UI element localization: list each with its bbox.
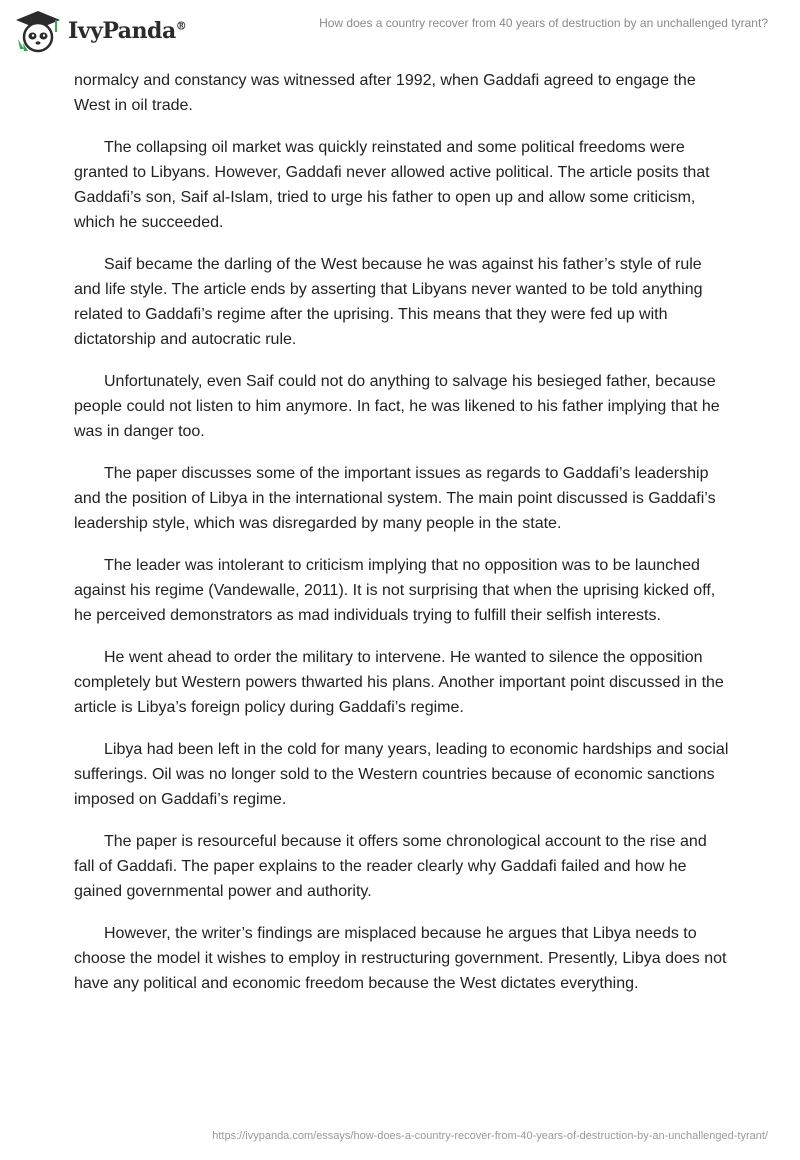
paragraph: The leader was intolerant to criticism implying that no opposition was to be launched against his regime (Vandewalle, 2011). It is not surprising that when the uprising kicked off, he perceived demonstrators as mad individuals trying to fulfill their selfish interests. (74, 557, 716, 624)
paragraph: Saif became the darling of the West because he was against his father’s style of rule and life style. The article ends by asserting that Libyans never wanted to be told anything related to Gaddafi’s regime after the uprising. This means that they were fed up with dictatorship and autocratic rule. (74, 256, 703, 348)
panda-graduation-cap-icon (14, 9, 62, 53)
paragraph: Unfortunately, even Saif could not do anything to salvage his besieged father, because people could not listen to him anymore. In fact, he was likened to his father implying that he was in danger too. (74, 373, 720, 440)
paragraph: He went ahead to order the military to intervene. He wanted to silence the opposition completely but Western powers thwarted his plans. Another important point discussed in the article is Libya’s foreign policy during Gaddafi’s regime. (74, 649, 724, 716)
paragraph: The paper discusses some of the important issues as regards to Gaddafi’s leadership and the position of Libya in the international system. The main point discussed is Gaddafi’s leadership style, which was disregarded by many people in the state. (74, 465, 716, 532)
page-title: How does a country recover from 40 years of destruction by an unchallenged tyrant? (319, 16, 768, 30)
paragraph: Libya had been left in the cold for many years, leading to economic hardships and social sufferings. Oil was no longer sold to the Western countries because of economic sanctions imposed on Gaddafi’s regime. (74, 741, 729, 808)
logo[interactable] (14, 9, 186, 53)
brand-name: IvyPanda® (68, 18, 187, 44)
paragraph: normalcy and constancy was witnessed after 1992, when Gaddafi agreed to engage the West in oil trade. (74, 72, 696, 114)
source-url[interactable]: https://ivypanda.com/essays/how-does-a-country-recover-from-40-years-of-destruction-by-an-unchallenged-tyrant/ (212, 1130, 768, 1142)
paragraph: The paper is resourceful because it offers some chronological account to the rise and fall of Gaddafi. The paper explains to the reader clearly why Gaddafi failed and how he gained governmental power and authority. (74, 833, 707, 900)
page-header (0, 0, 800, 70)
paragraph: However, the writer’s findings are misplaced because he argues that Libya needs to choose the model it wishes to employ in restructuring government. Presently, Libya does not have any political and economic freedom because the West dictates everything. (74, 925, 727, 992)
paragraph: The collapsing oil market was quickly reinstated and some political freedoms were granted to Libyans. However, Gaddafi never allowed active political. The article posits that Gaddafi’s son, Saif al-Islam, tried to urge his father to open up and allow some criticism, which he succeeded. (74, 139, 710, 231)
essay-body (74, 68, 730, 1013)
